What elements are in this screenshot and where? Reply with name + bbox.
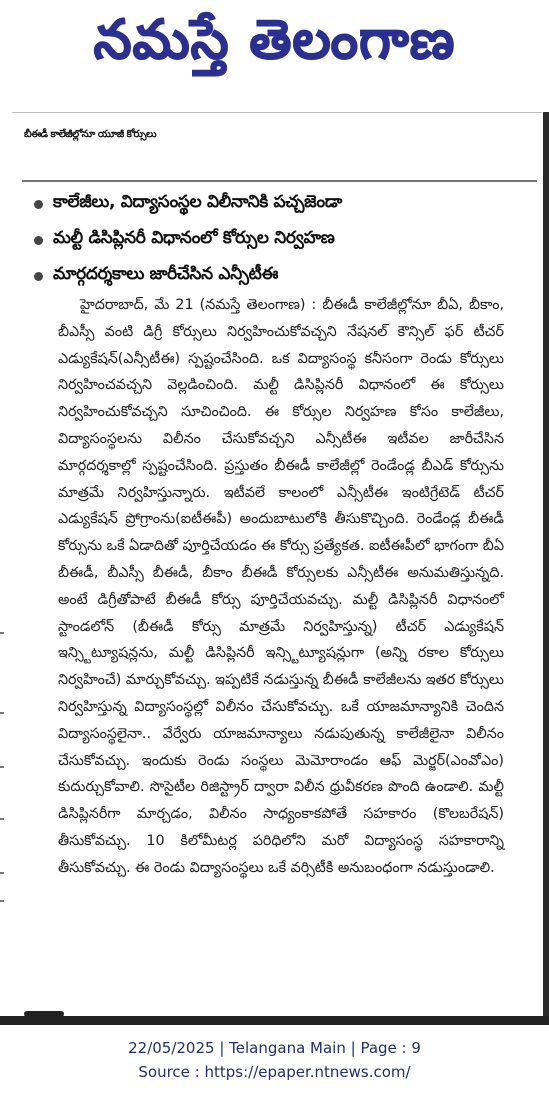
bottom-divider-strip — [0, 1016, 549, 1025]
edition-info: 22/05/2025 | Telangana Main | Page : 9 — [128, 1039, 421, 1057]
bullet-item — [34, 186, 534, 222]
article-body — [58, 292, 504, 882]
article-headline: బీఈడీ కాలేజీల్లోనూ యూజీ కోర్సులు — [24, 129, 157, 140]
source-link[interactable]: Source : https://epaper.ntnews.com/ — [138, 1063, 411, 1081]
bullet-item — [34, 258, 534, 294]
bullet-text: మార్గదర్శకాలు జారీచేసిన ఎన్సీటీఈ — [53, 264, 279, 284]
masthead — [0, 0, 549, 92]
left-column-edge — [0, 560, 3, 1010]
bullet-item — [34, 222, 534, 258]
bullet-dot-icon — [34, 272, 43, 281]
article-paragraph: హైదరాబాద్, మే 21 (నమస్తే తెలంగాణ) : బీఈడీ కాలేజీల్లోనూ బీఏ, బీకాం, బీఎస్సీ వంటి డిగ్రీ కోర్సులు నిర్వహించుకోవచ్చని నేషనల్ కౌన్సిల్ ఫర్ టీచర్ ఎడ్యుకేషన్(ఎన్సీటీఈ) స్పష్టంచేసింది. ఒక విద్యాసంస్థ కనీసంగా రెండు కోర్సులు నిర్వహించవచ్చని వెల్లడించింది. మల్టీ డిసిప్లినరీ విధానంలో ఈ కోర్సులు నిర్వహించుకోవచ్చని సూచించింది. ఈ కోర్సుల నిర్వహణ కోసం కాలేజీలు, విద్యాసంస్థలను విలీనం చేసుకోవచ్చని ఎన్సీటీఈ ఇటీవల జారీచేసిన మార్గదర్శకాల్లో స్పష్టంచేసింది. ప్రస్తుతం బీఈడీ కాలేజీల్లో రెండేండ్ల బీఎడ్ కోర్సును మాత్రమే నిర్వహిస్తున్నారు. ఇటీవలే కాలంలో ఎన్సీటీఈ ఇంటిగ్రేటెడ్ టీచర్ ఎడ్యుకేషన్ ప్రోగ్రాంను(ఐటీఈపీ) అందుబాటులోకి తీసుకొచ్చింది. రెండేండ్ల బీఈడీ కోర్సును ఒకే ఏడాదితో పూర్తిచేయడం ఈ కోర్సు ప్రత్యేకత. ఐటీఈపీలో భాగంగా బీఏ బీఈడీ, బీఎస్సీ బీఈడీ, బీకాం బీఈడీ కోర్సులకు ఎన్సీటీఈ అనుమతిస్తున్నది. అంటే డిగ్రీతోపాటే బీఈడీ కోర్సు పూర్తిచేయవచ్చు. మల్టీ డిసిప్లినరీ విధానంలో స్టాండలోన్ (బీఈడీ కోర్సు మాత్రమే నిర్వహిస్తున్న) టీచర్ ఎడ్యుకేషన్ ఇన్స్టిట్యూషన్లను, మల్టీ డిసిప్లినరీ ఇన్స్టిట్యూషన్లుగా (అన్ని రకాల కోర్సులు నిర్వహించే) మార్చుకోవచ్చు. ఇప్పటికే నడుస్తున్న బీఈడీ కాలేజీలను ఇతర కోర్సులు నిర్వహిస్తున్న విద్యాసంస్థల్లో విలీనం చేసుకోవచ్చు. ఒకే యాజమాన్యానికి చెందిన విద్యాసంస్థలైనా.. వేర్వేరు యాజమాన్యాలు నడుపుతున్న కాలేజీలైనా విలీనం చేసుకోవచ్చు. ఇందుకు రెండు సంస్థలు మెమోరాండం ఆఫ్ మెర్జర్(ఎంవోఎం) కుదుర్చుకోవాలి. సొసైటీల రిజిస్ట్రార్ ద్వారా విలీన ధ్రువీకరణ పొంది ఉండాలి. మల్టీ డిసిప్లినరీగా మార్చడం, విలీనం సాధ్యంకాకపోతే సహకారం (కొలబరేషన్) తీసుకోవచ్చు. 10 కిలోమీటర్ల పరిధిలోని మరో విద్యాసంస్థ సహకారాన్ని తీసుకోవచ్చు. ఈ రెండు విద్యాసంస్థలు ఒకే వర్సిటీకి అనుబంధంగా నడుస్తుండాలి. — [58, 297, 504, 876]
top-divider — [12, 112, 542, 113]
headline-divider — [22, 180, 537, 182]
page-edge-bar — [543, 112, 549, 1016]
highlight-bullets — [34, 186, 534, 294]
bullet-dot-icon — [34, 236, 43, 245]
bullet-dot-icon — [34, 200, 43, 209]
page-footer — [0, 1036, 549, 1084]
bullet-text: మల్టీ డిసిప్లినరీ విధానంలో కోర్సుల నిర్వహణ — [53, 228, 335, 248]
newspaper-logo-title: నమస్తే తెలంగాణ — [93, 7, 456, 71]
bullet-text: కాలేజీలు, విద్యాసంస్థల విలీనానికి పచ్చజెండా — [53, 192, 342, 212]
